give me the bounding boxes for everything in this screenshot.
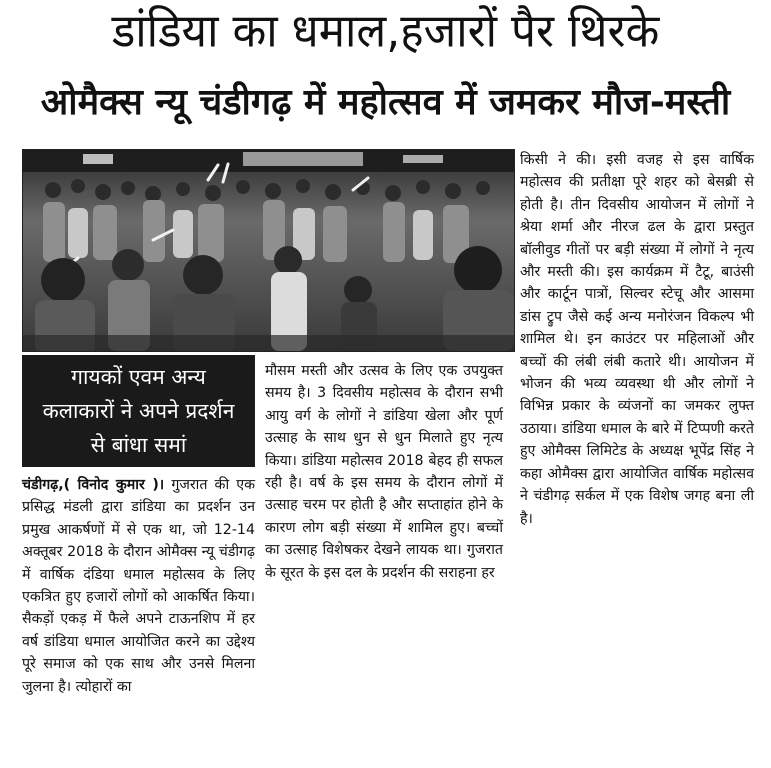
photo-illustration — [23, 150, 514, 351]
article-text-2: मौसम मस्ती और उत्सव के लिए एक उपयुक्त समय है। 3 दिवसीय महोत्सव के दौरान सभी आयु वर्ग के लोगों ने डांडिया खेला और पूर्ण उत्साह के साथ धुन से धुन मिलाते हुए नृत्य किया। डांडिया महोत्सव 2018 बेहद ही सफल रही है। वर्ष के इस समय के दौरान लोगों में उत्साह चरम पर होती है और सप्ताहांत होने के कारण लोग बड़ी संख्या में शामिल हुए। बच्चों का उत्साह विशेषकर देखने लायक था। गुजरात के सूरत के इस दल के प्रदर्शन की सराहना हर — [265, 363, 503, 581]
highlight-box — [22, 355, 255, 467]
highlight-line-1: गायकों एवम अन्य — [71, 365, 206, 389]
subheadline: ओमैक्स न्यू चंडीगढ़ में महोत्सव में जमकर मौज-मस्ती — [40, 82, 731, 123]
article-column-3 — [520, 149, 754, 530]
highlight-line-2: कलाकारों ने अपने प्रदर्शन — [42, 399, 235, 423]
article-text-3: किसी ने की। इसी वजह से इस वार्षिक महोत्सव की प्रतीक्षा पूरे शहर को बेसब्री से होती है। तीन दिवसीय आयोजन में लोगों ने श्रेया शर्मा और नीरज ढल के द्वारा प्रस्तुत बॉलीवुड गीतों पर बड़ी संख्या में लोगों ने नृत्य और मस्ती की। इस कार्यक्रम में टैटू, बाउंसी और कार्टून पात्रों, सिल्वर स्टेचू और आसमा डांस ट्रुप जैसे कई अन्य मनोरंजन विकल्प भी शामिल थे। इन काउंटर पर महिलाओं और बच्चों की लंबी लंबी कतारे थी। आयोजन में भोजन की भव्य व्यवस्था थी और लोगों ने विभिन्न प्रकार के व्यंजनों का जमकर लुफ्त उठाया। डांडिया धमाल के बारे में टिप्पणी करते हुए ओमैक्स लिमिटेड के अध्यक्ष भूपेंद्र सिंह ने कहा ओमैक्स द्वारा आयोजित वार्षिक महोत्सव ने चंडीगढ़ सर्कल में एक विशेष जगह बना ली है। — [520, 152, 754, 527]
article-column-1 — [22, 474, 255, 698]
dateline: चंडीगढ़,( विनोद कुमार )। — [22, 477, 165, 493]
headline: डांडिया का धमाल,हजारों पैर थिरके — [111, 4, 660, 59]
article-column-2 — [265, 360, 503, 584]
dandiya-crowd-photo — [22, 149, 515, 352]
highlight-line-3: से बांधा समां — [90, 433, 187, 457]
article-text-1: गुजरात की एक प्रसिद्ध मंडली द्वारा डांडिया का प्रदर्शन उन प्रमुख आकर्षणों में से एक था, जो 12-14 अक्तूबर 2018 के दौरान ओमैक्स न्यू चंडीगढ़ में वार्षिक दंडिया धमाल महोत्सव के लिए एकत्रित हुए हजारों लोगों को आकर्षित किया। सैकड़ों एकड़ में फैले अपने टाऊनशिप में हर वर्ष डांडिया धमाल आयोजित करने का उद्देश्य पूरे समाज को एक साथ और उनसे मिलना जुलना है। त्योहारों का — [22, 477, 255, 695]
